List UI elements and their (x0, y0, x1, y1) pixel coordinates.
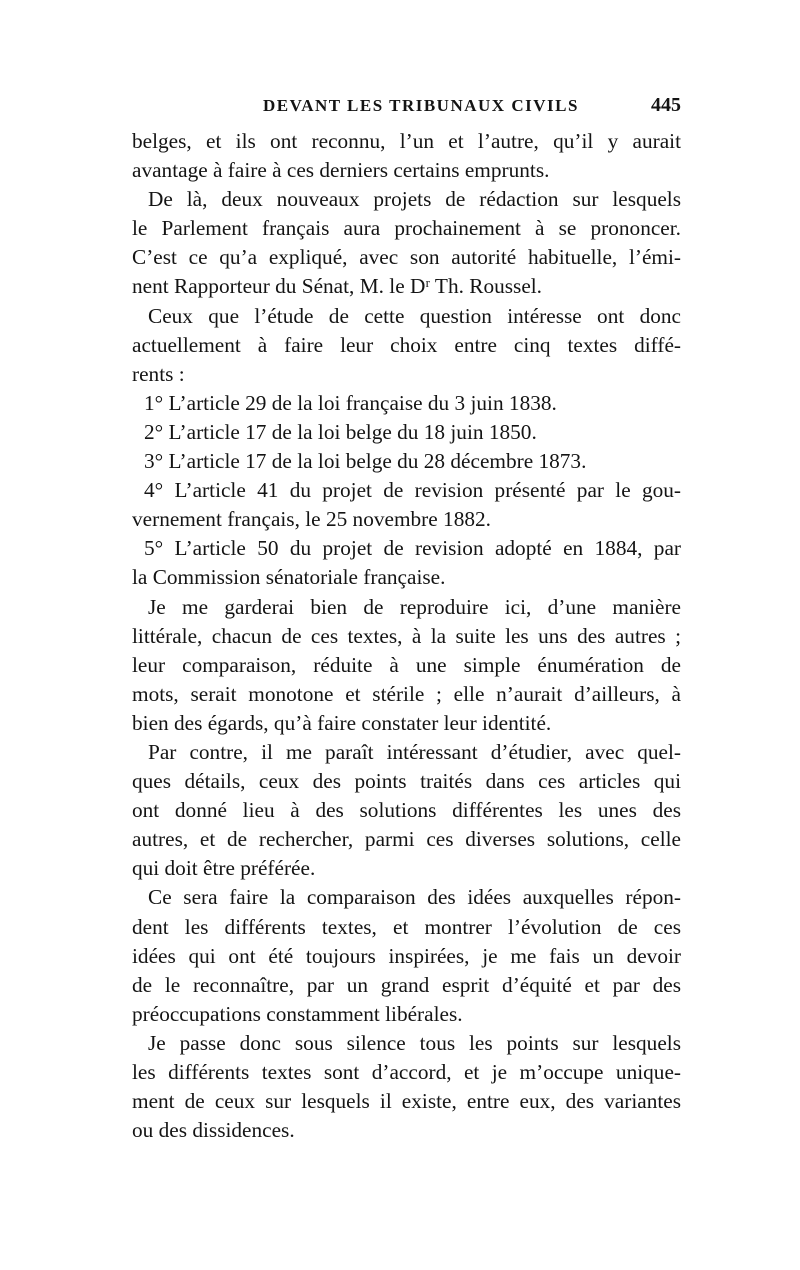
text-line: la Commission sénatoriale française. (132, 565, 446, 590)
page-number: 445 (651, 94, 681, 116)
text-line: préoccupations constamment libérales. (132, 1001, 463, 1026)
running-header (132, 96, 681, 120)
text-line: belges, et ils ont reconnu, l’un et l’autre, qu’il y aurait (132, 129, 681, 153)
running-title: DEVANT LES TRIBUNAUX CIVILS (263, 96, 579, 115)
text-line: Ceux que l’étude de cette question intéresse ont donc (148, 303, 681, 328)
text-line: 5° L’article 50 du projet de revision adopté en 1884, par (144, 536, 681, 561)
text-line: de le reconnaître, par un grand esprit d’équité et par des (132, 972, 681, 997)
text-line: leur comparaison, réduite à une simple énumération de (132, 652, 681, 677)
text-line: C’est ce qu’a expliqué, avec son autorité habituelle, l’émi- (132, 245, 681, 270)
text-line: le Parlement français aura prochainement à se prononcer. (132, 216, 681, 241)
text-line: ment de ceux sur lesquels il existe, entre eux, des variantes (132, 1089, 681, 1114)
text-line: De là, deux nouveaux projets de rédaction sur lesquels (148, 187, 681, 212)
text-line: Je me garderai bien de reproduire ici, d’une manière (148, 594, 681, 619)
text-line: littérale, chacun de ces textes, à la suite les uns des autres ; (132, 623, 681, 648)
text-line: 2° L’article 17 de la loi belge du 18 juin 1850. (144, 419, 537, 444)
text-line: rents : (132, 361, 185, 386)
text-line: qui doit être préférée. (132, 856, 316, 881)
body-text (132, 127, 681, 1145)
text-line: 3° L’article 17 de la loi belge du 28 décembre 1873. (144, 449, 587, 474)
text-line: idées qui ont été toujours inspirées, je me fais un devoir (132, 943, 681, 968)
text-line: bien des égards, qu’à faire constater leur identité. (132, 710, 552, 735)
text-line: ou des dissidences. (132, 1118, 295, 1143)
text-line: ont donné lieu à des solutions différentes les unes des (132, 798, 681, 823)
text-line: dent les différents textes, et montrer l’évolution de ces (132, 914, 681, 939)
text-line: Ce sera faire la comparaison des idées auxquelles répon- (148, 885, 681, 910)
text-line: Je passe donc sous silence tous les points sur lesquels (148, 1030, 681, 1055)
text-line: nent Rapporteur du Sénat, M. le Dʳ Th. Roussel. (132, 274, 543, 299)
text-line: avantage à faire à ces derniers certains emprunts. (132, 158, 550, 183)
text-line: mots, serait monotone et stérile ; elle n’aurait d’ailleurs, à (132, 681, 681, 706)
text-line: ques détails, ceux des points traités dans ces articles qui (132, 769, 681, 794)
text-line: autres, et de rechercher, parmi ces diverses solutions, celle (132, 827, 681, 852)
text-line: actuellement à faire leur choix entre cinq textes diffé- (132, 332, 681, 357)
text-line: les différents textes sont d’accord, et je m’occupe unique- (132, 1060, 681, 1084)
text-line: 4° L’article 41 du projet de revision présenté par le gou- (144, 478, 681, 503)
text-line: 1° L’article 29 de la loi française du 3 juin 1838. (144, 390, 557, 415)
text-line: vernement français, le 25 novembre 1882. (132, 507, 491, 532)
text-line: Par contre, il me paraît intéressant d’étudier, avec quel- (148, 739, 681, 764)
